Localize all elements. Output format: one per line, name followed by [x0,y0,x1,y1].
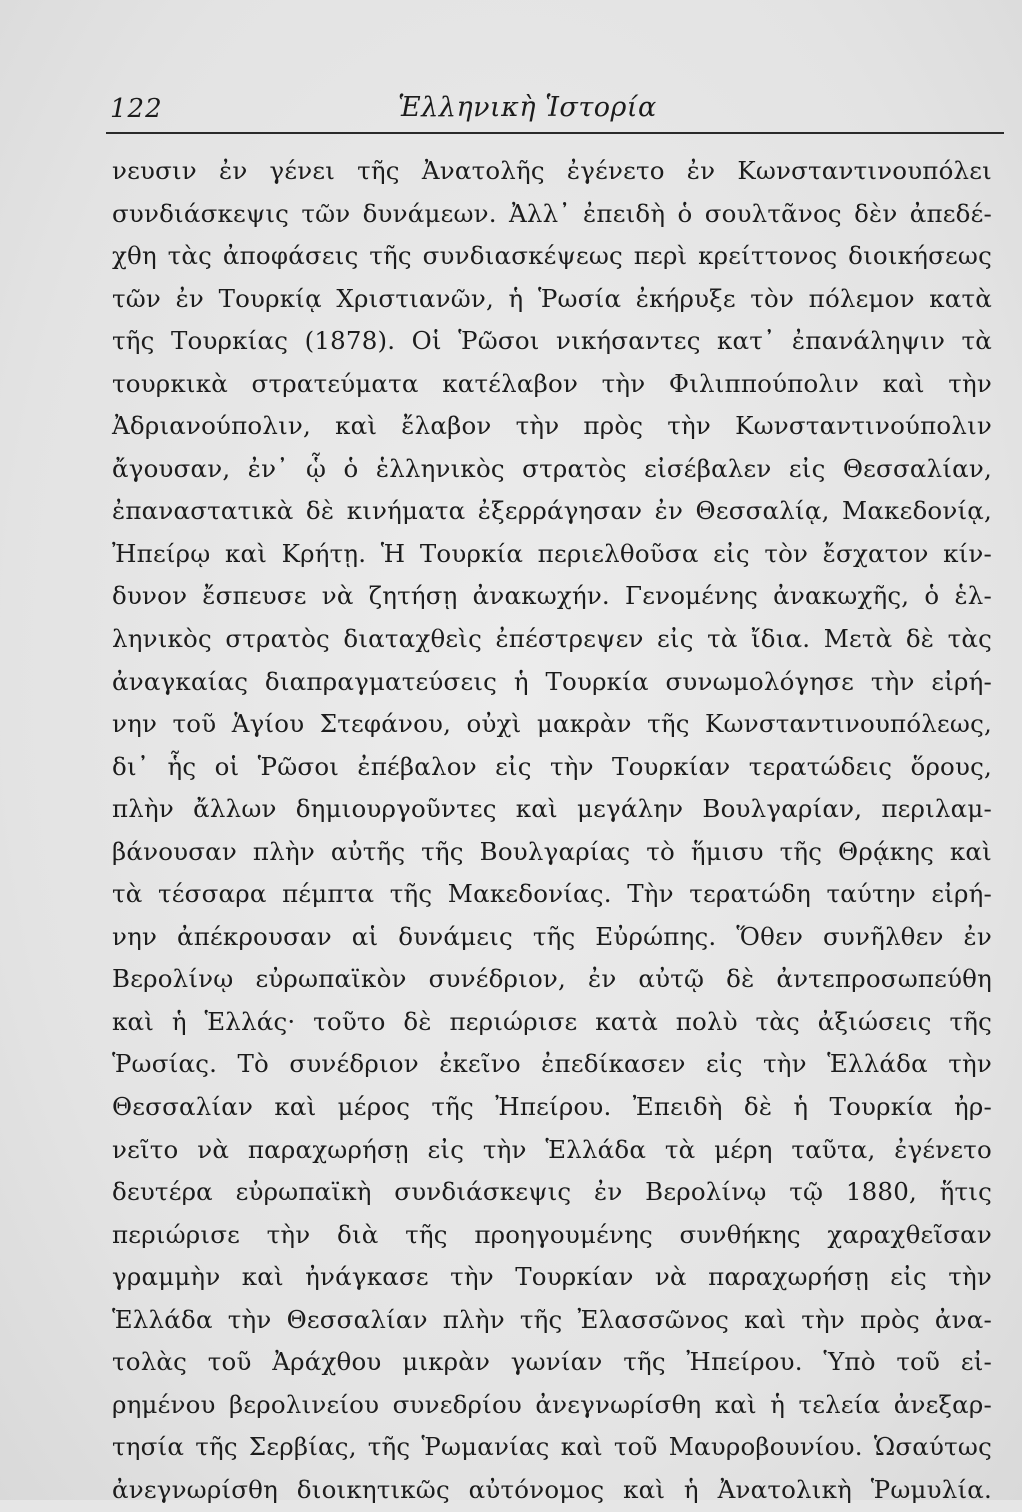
text-line: περιώρισε τὴν διὰ τῆς προηγουμένης συνθήκης χαραχθεῖσαν [112,1219,992,1249]
text-line: δυνον ἔσπευσε νὰ ζητήσῃ ἀνακωχήν. Γενομένης ἀνακωχῆς, ὁ ἑλ- [112,581,992,611]
text-line: δευτέρα εὐρωπαϊκὴ συνδιάσκεψις ἐν Βερολίνῳ τῷ 1880, ἥτις [112,1177,992,1207]
text-line: τῆς Τουρκίας (1878). Οἱ Ῥῶσοι νικήσαντες κατ᾽ ἐπανάληψιν τὰ [112,326,992,356]
text-line: τησία τῆς Σερβίας, τῆς Ῥωμανίας καὶ τοῦ Μαυροβουνίου. Ὡσαύτως [112,1432,992,1462]
text-line: γραμμὴν καὶ ἠνάγκασε τὴν Τουρκίαν νὰ παραχωρήσῃ εἰς τὴν [112,1262,992,1292]
text-line: τῶν ἐν Τουρκίᾳ Χριστιανῶν, ἡ Ῥωσία ἐκήρυξε τὸν πόλεμον κατὰ [112,283,992,313]
text-line: τουρκικὰ στρατεύματα κατέλαβον τὴν Φιλιππούπολιν καὶ τὴν [112,368,992,398]
text-line: τολὰς τοῦ Ἀράχθου μικρὰν γωνίαν τῆς Ἠπείρου. Ὑπὸ τοῦ εἰ- [112,1347,992,1377]
text-line: ἄγουσαν, ἐν᾽ ᾧ ὁ ἑλληνικὸς στρατὸς εἰσέβαλεν εἰς Θεσσαλίαν, [112,453,992,483]
text-line: νην τοῦ Ἁγίου Στεφάνου, οὐχὶ μακρὰν τῆς Κωνσταντινουπόλεως, [112,709,992,739]
header-rule [106,132,1004,134]
text-line: συνδιάσκεψις τῶν δυνάμεων. Ἀλλ᾽ ἐπειδὴ ὁ σουλτᾶνος δὲν ἀπεδέ- [112,198,992,228]
text-line: Ἠπείρῳ καὶ Κρήτῃ. Ἡ Τουρκία περιελθοῦσα εἰς τὸν ἔσχατον κίν- [112,538,992,568]
page-number: 122 [110,94,163,124]
text-line: Ἑλλάδα τὴν Θεσσαλίαν πλὴν τῆς Ἐλασσῶνος καὶ τὴν πρὸς ἀνα- [112,1304,992,1334]
text-line: καὶ ἡ Ἑλλάς· τοῦτο δὲ περιώρισε κατὰ πολὺ τὰς ἀξιώσεις τῆς [112,1006,992,1036]
text-line: ἀνεγνωρίσθη διοικητικῶς αὐτόνομος καὶ ἡ Ἀνατολικὴ Ῥωμυλία. [112,1474,992,1504]
text-line: ἀναγκαίας διαπραγματεύσεις ἡ Τουρκία συνωμολόγησε τὴν εἰρή- [112,666,992,696]
text-line: βάνουσαν πλὴν αὐτῆς τῆς Βουλγαρίας τὸ ἥμισυ τῆς Θρᾴκης καὶ [112,836,992,866]
text-line: δι᾽ ἧς οἱ Ῥῶσοι ἐπέβαλον εἰς τὴν Τουρκίαν τερατώδεις ὅρους, [112,751,992,781]
text-line: πλὴν ἄλλων δημιουργοῦντες καὶ μεγάλην Βουλγαρίαν, περιλαμ- [112,794,992,824]
text-line: Βερολίνῳ εὐρωπαϊκὸν συνέδριον, ἐν αὐτῷ δὲ ἀντεπροσωπεύθη [112,964,992,994]
text-line: Θεσσαλίαν καὶ μέρος τῆς Ἠπείρου. Ἐπειδὴ δὲ ἡ Τουρκία ἠρ- [112,1092,992,1122]
running-title: Ἑλληνικὴ Ἱστορία [398,92,657,123]
body-text [112,150,992,1512]
text-line: ἐπαναστατικὰ δὲ κινήματα ἐξερράγησαν ἐν Θεσσαλίᾳ, Μακεδονίᾳ, [112,496,992,526]
text-line: ρημένου βερολινείου συνεδρίου ἀνεγνωρίσθη καὶ ἡ τελεία ἀνεξαρ- [112,1389,992,1419]
text-line: Ῥωσίας. Τὸ συνέδριον ἐκεῖνο ἐπεδίκασεν εἰς τὴν Ἑλλάδα τὴν [112,1049,992,1079]
text-line: νην ἀπέκρουσαν αἱ δυνάμεις τῆς Εὐρώπης. Ὅθεν συνῆλθεν ἐν [112,921,992,951]
text-line: νευσιν ἐν γένει τῆς Ἀνατολῆς ἐγένετο ἐν Κωνσταντινουπόλει [112,156,992,185]
text-line: χθη τὰς ἀποφάσεις τῆς συνδιασκέψεως περὶ κρείττονος διοικήσεως [112,241,992,271]
page-header [110,92,1010,128]
text-line: νεῖτο νὰ παραχωρήσῃ εἰς τὴν Ἑλλάδα τὰ μέρη ταῦτα, ἐγένετο [112,1134,992,1164]
text-line: τὰ τέσσαρα πέμπτα τῆς Μακεδονίας. Τὴν τερατώδη ταύτην εἰρή- [112,879,992,909]
text-line: Ἀδριανούπολιν, καὶ ἔλαβον τὴν πρὸς τὴν Κωνσταντινούπολιν [112,411,992,441]
text-line: ληνικὸς στρατὸς διαταχθεὶς ἐπέστρεψεν εἰς τὰ ἴδια. Μετὰ δὲ τὰς [112,624,992,654]
